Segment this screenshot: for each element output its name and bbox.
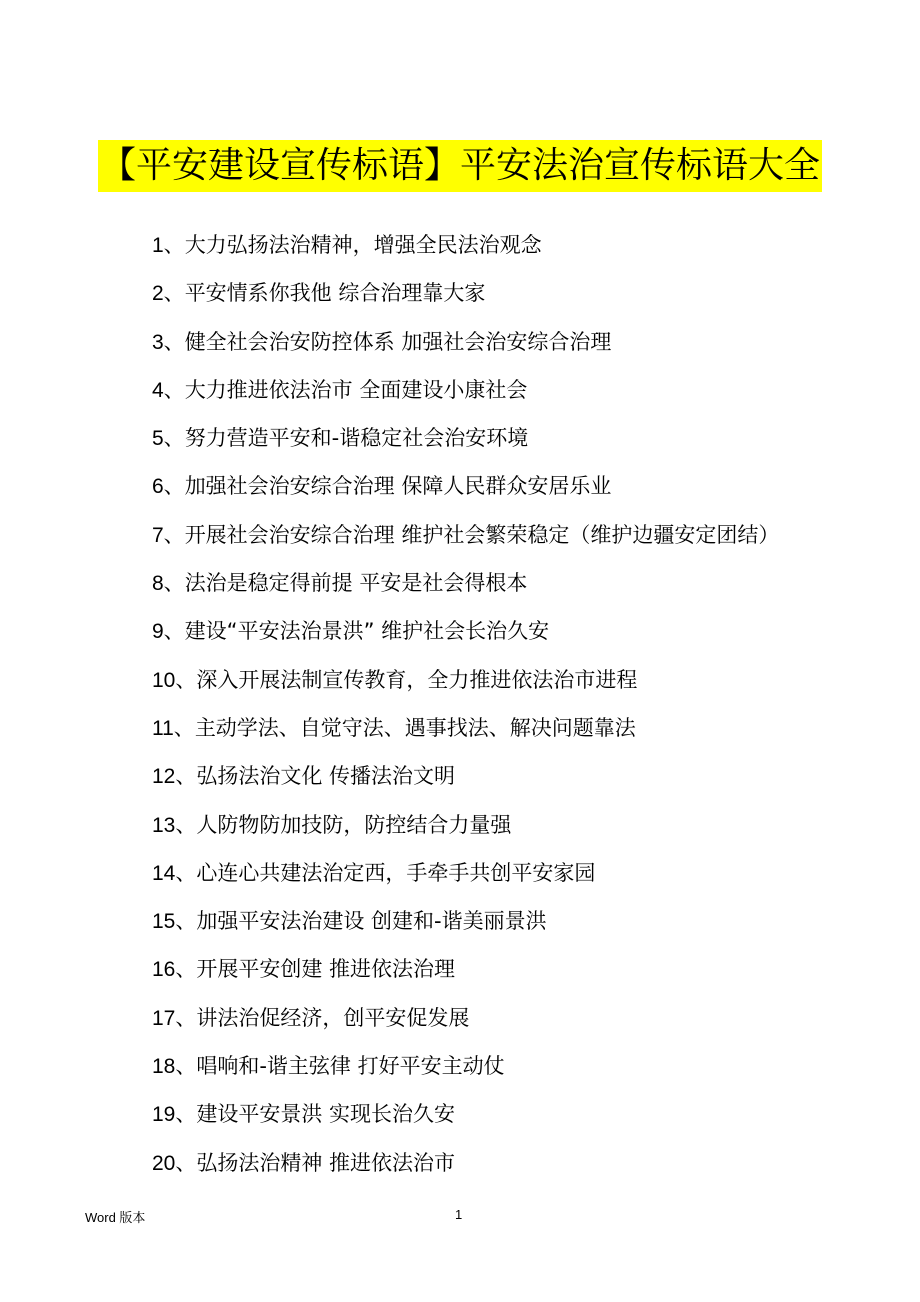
item-text: 加强平安法治建设 创建和-谐美丽景洪 bbox=[196, 909, 547, 934]
item-number: 5、 bbox=[152, 427, 185, 451]
list-item bbox=[152, 324, 779, 372]
list-item bbox=[152, 420, 779, 468]
list-item bbox=[152, 758, 779, 806]
item-text: 深入开展法制宣传教育，全力推进依法治市进程 bbox=[196, 667, 638, 692]
item-text: 大力推进依法治市 全面建设小康社会 bbox=[184, 377, 528, 402]
list-item bbox=[152, 951, 779, 999]
list-item bbox=[152, 372, 779, 420]
footer-label: Word 版本 bbox=[85, 1210, 146, 1225]
item-number: 13、 bbox=[152, 813, 197, 837]
item-number: 1、 bbox=[152, 234, 185, 257]
item-text: 大力弘扬法治精神，增强全民法治观念 bbox=[184, 233, 542, 257]
item-text: 人防物防加技防，防控结合力量强 bbox=[196, 812, 512, 837]
item-number: 12、 bbox=[152, 765, 197, 789]
item-number: 16、 bbox=[152, 958, 197, 982]
title-container bbox=[0, 140, 920, 192]
item-number: 2、 bbox=[152, 282, 185, 306]
list-item bbox=[152, 275, 779, 323]
list-item bbox=[152, 903, 779, 951]
item-number: 10、 bbox=[152, 668, 197, 692]
list-item bbox=[152, 517, 779, 565]
item-text: 建设“平安法治景洪” 维护社会长治久安 bbox=[184, 619, 550, 644]
item-number: 15、 bbox=[152, 910, 197, 934]
item-text: 健全社会治安防控体系 加强社会治安综合治理 bbox=[184, 329, 612, 354]
item-text: 弘扬法治精神 推进依法治市 bbox=[196, 1150, 456, 1175]
list-item bbox=[152, 855, 779, 903]
item-number: 4、 bbox=[152, 378, 185, 402]
item-number: 18、 bbox=[152, 1055, 197, 1079]
list-item bbox=[152, 613, 779, 661]
list-item bbox=[152, 468, 779, 516]
item-text: 开展平安创建 推进依法治理 bbox=[196, 957, 456, 982]
item-text: 法治是稳定得前提 平安是社会得根本 bbox=[184, 571, 528, 596]
slogan-list bbox=[152, 227, 779, 1193]
item-text: 开展社会治安综合治理 维护社会繁荣稳定（维护边疆安定团结） bbox=[184, 522, 780, 547]
item-text: 努力营造平安和-谐稳定社会治安环境 bbox=[184, 426, 529, 451]
list-item bbox=[152, 227, 779, 275]
page-number: 1 bbox=[455, 1207, 463, 1222]
item-number: 20、 bbox=[152, 1151, 197, 1175]
item-text: 主动学法、自觉守法、遇事找法、解决问题靠法 bbox=[194, 715, 636, 740]
item-number: 8、 bbox=[152, 572, 185, 596]
item-text: 弘扬法治文化 传播法治文明 bbox=[196, 764, 456, 789]
list-item bbox=[152, 807, 779, 855]
item-number: 7、 bbox=[152, 523, 185, 547]
item-number: 3、 bbox=[152, 330, 185, 354]
item-number: 14、 bbox=[152, 861, 197, 885]
item-text: 唱响和-谐主弦律 打好平安主动仗 bbox=[196, 1054, 505, 1079]
list-item bbox=[152, 1145, 779, 1193]
item-number: 17、 bbox=[152, 1006, 197, 1030]
item-number: 19、 bbox=[152, 1103, 197, 1127]
list-item bbox=[152, 1000, 779, 1048]
list-item bbox=[152, 1048, 779, 1096]
list-item bbox=[152, 710, 779, 758]
list-item bbox=[152, 565, 779, 613]
item-text: 平安情系你我他 综合治理靠大家 bbox=[184, 281, 486, 306]
list-item bbox=[152, 662, 779, 710]
item-number: 9、 bbox=[152, 620, 185, 644]
item-number: 6、 bbox=[152, 475, 185, 499]
item-text: 加强社会治安综合治理 保障人民群众安居乐业 bbox=[184, 474, 612, 499]
list-item bbox=[152, 1096, 779, 1144]
item-text: 建设平安景洪 实现长治久安 bbox=[196, 1102, 456, 1127]
item-text: 心连心共建法治定西，手牵手共创平安家园 bbox=[196, 860, 596, 885]
document-title: 【平安建设宣传标语】平安法治宣传标语大全 bbox=[98, 140, 822, 192]
item-number: 11、 bbox=[152, 716, 195, 740]
item-text: 讲法治促经济，创平安促发展 bbox=[196, 1005, 470, 1030]
